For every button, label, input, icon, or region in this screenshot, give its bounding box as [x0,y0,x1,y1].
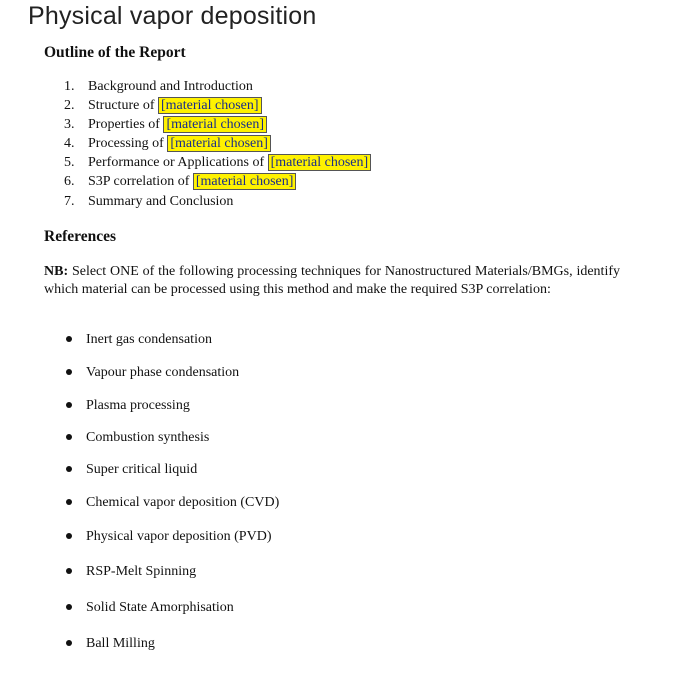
technique-label: Vapour phase condensation [86,365,240,380]
nb-text: Select ONE of the following processing techniques for Nanostructured Materials/BMGs, identify which material can be processed using this method and make the required S3P correlation: [44,264,620,297]
bullet-icon [66,369,72,375]
outline-item [64,98,262,114]
outline-item [64,174,296,190]
list-item [66,398,190,414]
nb-label: NB: [44,264,69,279]
list-item [66,636,155,652]
technique-label: Solid State Amorphisation [86,600,234,615]
outline-item-text: Properties of [88,117,164,132]
highlighted-placeholder: [material chosen] [158,97,262,114]
outline-heading: Outline of the Report [44,44,186,61]
highlighted-placeholder: [material chosen] [163,116,267,133]
outline-item-number: 7. [64,194,75,209]
bullet-icon [66,402,72,408]
bullet-icon [66,533,72,539]
highlighted-placeholder: [material chosen] [167,135,271,152]
technique-label: RSP-Melt Spinning [86,564,197,579]
outline-item-text: Summary and Conclusion [88,194,234,209]
bullet-icon [66,568,72,574]
list-item [66,365,239,381]
bullet-icon [66,499,72,505]
highlighted-placeholder: [material chosen] [193,173,297,190]
list-item [66,430,209,446]
page-title: Physical vapor deposition [28,2,317,30]
highlighted-placeholder: [material chosen] [268,154,372,171]
outline-item-number: 1. [64,79,75,94]
list-item [66,495,279,511]
bullet-icon [66,466,72,472]
bullet-icon [66,336,72,342]
bullet-icon [66,434,72,440]
outline-item [64,79,253,95]
outline-item-number: 2. [64,98,75,113]
technique-label: Super critical liquid [86,462,198,477]
list-item [66,600,234,616]
outline-item-number: 3. [64,117,75,132]
outline-item-text: S3P correlation of [88,174,193,189]
bullet-icon [66,604,72,610]
outline-item [64,194,233,210]
outline-item [64,155,371,171]
outline-item-text: Structure of [88,98,158,113]
outline-item-text: Processing of [88,136,168,151]
technique-label: Inert gas condensation [86,332,212,347]
list-item [66,564,196,580]
outline-item-number: 5. [64,155,75,170]
technique-label: Ball Milling [86,636,155,651]
list-item [66,529,271,545]
bullet-icon [66,640,72,646]
technique-label: Plasma processing [86,398,190,413]
list-item [66,332,212,348]
technique-label: Chemical vapor deposition (CVD) [86,495,280,510]
technique-label: Physical vapor deposition (PVD) [86,529,272,544]
outline-item [64,136,271,152]
outline-item-text: Performance or Applications of [88,155,268,170]
list-item [66,462,197,478]
outline-item [64,117,267,133]
references-heading: References [44,228,117,245]
outline-item-number: 6. [64,174,75,189]
outline-item-number: 4. [64,136,75,151]
outline-item-text: Background and Introduction [88,79,253,94]
nb-paragraph [44,263,620,298]
technique-label: Combustion synthesis [86,430,210,445]
